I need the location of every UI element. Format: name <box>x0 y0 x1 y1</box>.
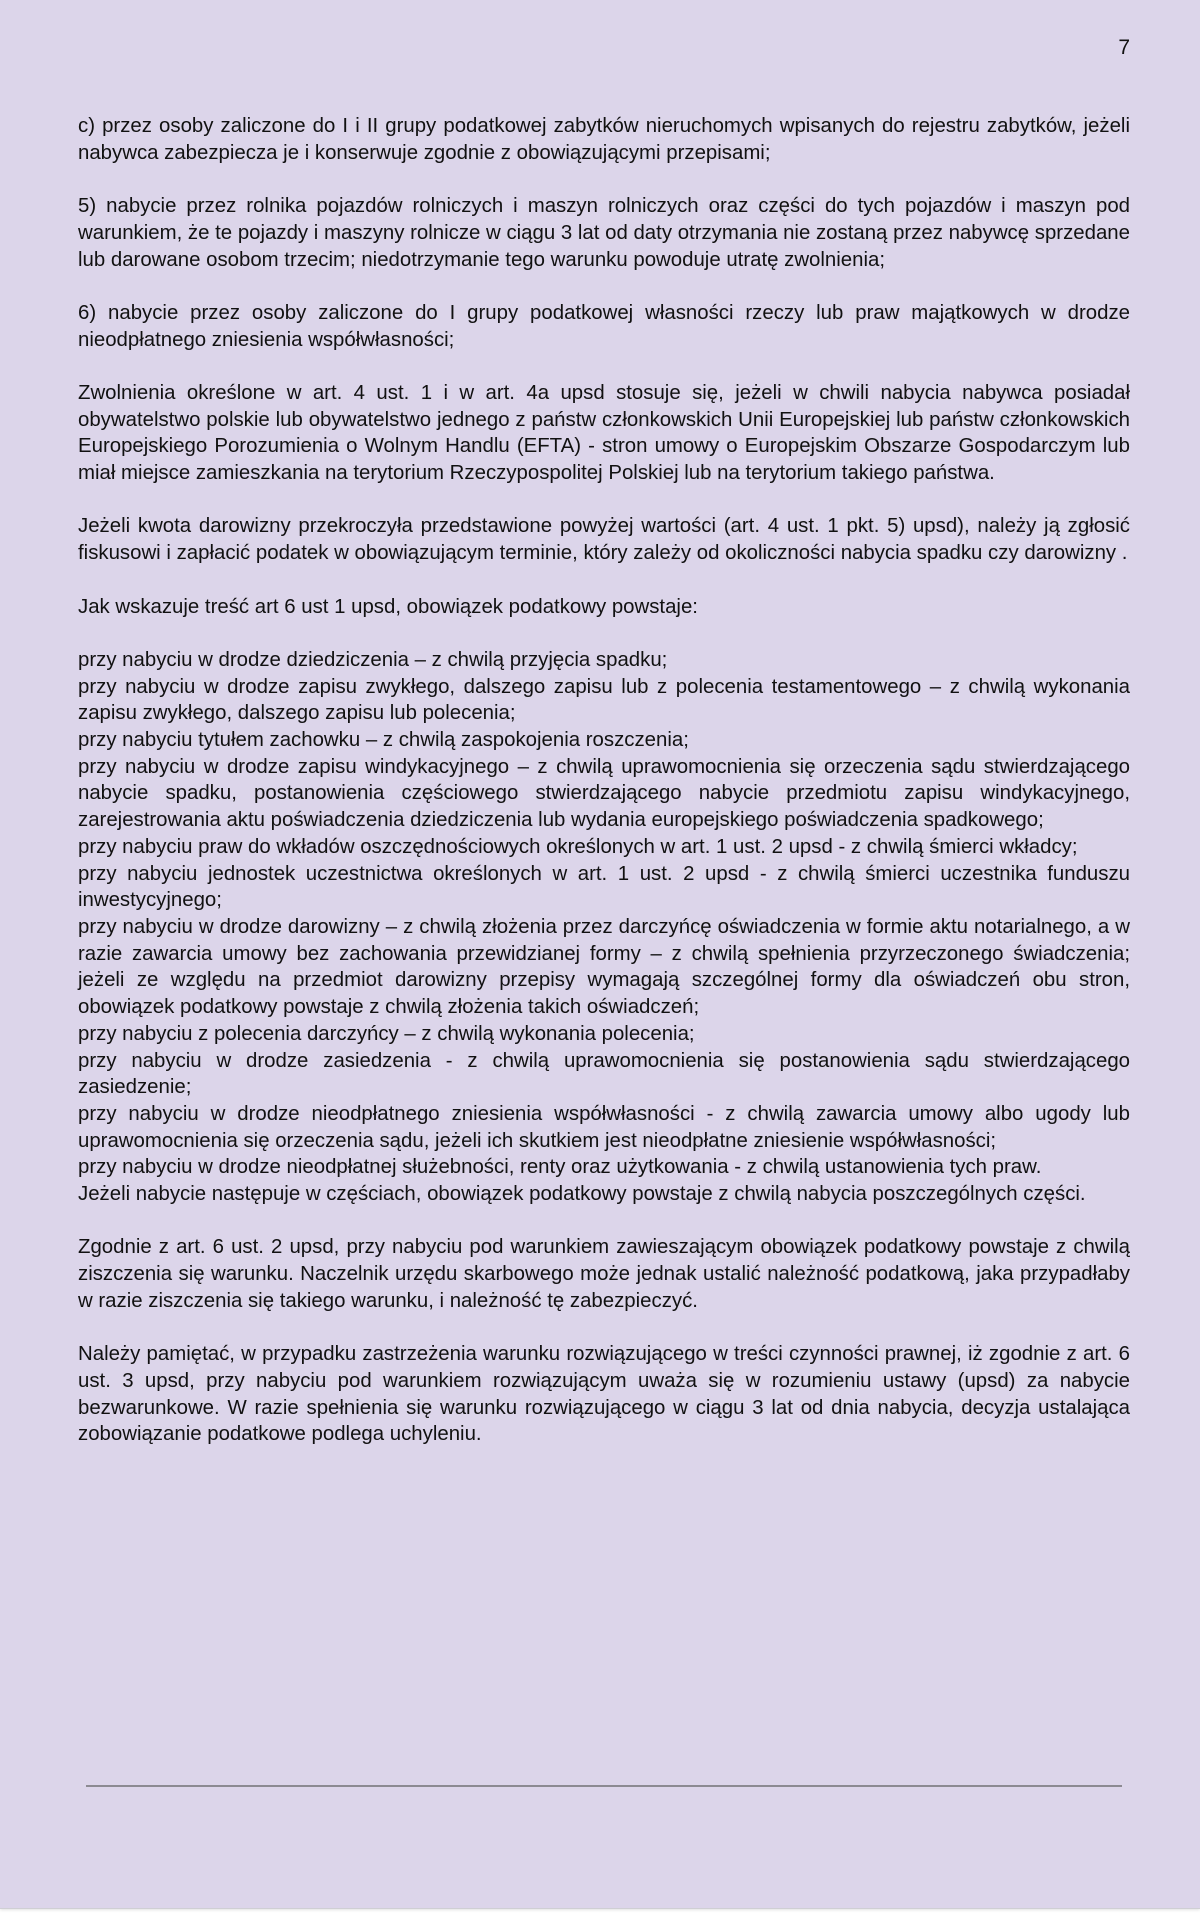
paragraph-gap <box>78 620 1130 647</box>
paragraph-gap <box>78 487 1130 514</box>
list-item: przy nabyciu w drodze zapisu windykacyjnego – z chwilą uprawomocnienia się orzeczenia sądu stwierdzającego nabycie spadku, postanowienia częściowego stwierdzającego nabycie przedmiotu zapisu windykacyjnego, zarejestrowania aktu poświadczenia dziedziczenia lub wydania europejskiego poświadczenia spadkowego; <box>78 755 1130 832</box>
page-number: 7 <box>1118 36 1130 59</box>
footer-divider <box>86 1785 1122 1787</box>
paragraph-gap <box>78 1208 1130 1235</box>
list-item: przy nabyciu jednostek uczestnictwa określonych w art. 1 ust. 2 upsd - z chwilą śmierci uczestnika funduszu inwestycyjnego; <box>78 862 1130 912</box>
list-item: przy nabyciu w drodze nieodpłatnej służebności, renty oraz użytkowania - z chwilą ustanowienia tych praw. <box>78 1156 1042 1179</box>
paragraph-exemption-conditions: Zwolnienia określone w art. 4 ust. 1 i w art. 4a upsd stosuje się, jeżeli w chwili nabycia nabywca posiadał obywatelstwo polskie lub obywatelstwo jednego z państw członkowskich Unii Europejskiej lub państw członkowskich Europejskiego Porozumienia o Wolnym Handlu (EFTA) - stron umowy o Europejskim Obszarze Gospodarczym lub miał miejsce zamieszkania na terytorium Rzeczypospolitej Polskiej lub na terytorium takiego państwa. <box>78 381 1130 485</box>
paragraph-gap <box>78 353 1130 380</box>
paragraph-resolutive-condition: Należy pamiętać, w przypadku zastrzeżenia warunku rozwiązującego w treści czynności prawnej, iż zgodnie z art. 6 ust. 3 upsd, przy nabyciu pod warunkiem rozwiązującym uważa się w rozumieniu ustawy (upsd) za nabycie bezwarunkowe. W razie spełnienia się warunku rozwiązującego w ciągu 3 lat od dnia nabycia, decyzja ustalająca zobowiązanie podatkowe podlega uchyleniu. <box>78 1343 1130 1446</box>
list-item: przy nabyciu praw do wkładów oszczędnościowych określonych w art. 1 ust. 2 upsd - z chwilą śmierci wkładcy; <box>78 835 1078 858</box>
page-body <box>78 113 1130 1448</box>
list-item: przy nabyciu w drodze zapisu zwykłego, dalszego zapisu lub z polecenia testamentowego – z chwilą wykonania zapisu zwykłego, dalszego zapisu lub polecenia; <box>78 675 1130 725</box>
list-item: przy nabyciu w drodze dziedziczenia – z chwilą przyjęcia spadku; <box>78 648 668 671</box>
paragraph-donation-limit: Jeżeli kwota darowizny przekroczyła przedstawione powyżej wartości (art. 4 ust. 1 pkt. 5) upsd), należy ją zgłosić fiskusowi i zapłacić podatek w obowiązującym terminie, który zależy od okoliczności nabycia spadku czy darowizny . <box>78 515 1130 565</box>
list-item: przy nabyciu w drodze zasiedzenia - z chwilą uprawomocnienia się postanowienia sądu stwierdzającego zasiedzenie; <box>78 1049 1130 1099</box>
paragraph-gap <box>78 166 1130 193</box>
paragraph-gap <box>78 1315 1130 1342</box>
paragraph-gap <box>78 273 1130 300</box>
paragraph-obligation-intro: Jak wskazuje treść art 6 ust 1 upsd, obowiązek podatkowy powstaje: <box>78 595 698 618</box>
paragraph-zabytki: c) przez osoby zaliczone do I i II grupy podatkowej zabytków nieruchomych wpisanych do rejestru zabytków, jeżeli nabywca zabezpiecza je i konserwuje zgodnie z obowiązującymi przepisami; <box>78 115 1130 164</box>
list-item: przy nabyciu z polecenia darczyńcy – z chwilą wykonania polecenia; <box>78 1022 695 1045</box>
list-item: Jeżeli nabycie następuje w częściach, obowiązek podatkowy powstaje z chwilą nabycia poszczególnych części. <box>78 1183 1086 1206</box>
paragraph-gap <box>78 567 1130 594</box>
list-item: przy nabyciu w drodze nieodpłatnego zniesienia współwłasności - z chwilą zawarcia umowy albo ugody lub uprawomocnienia się orzeczenia sądu, jeżeli ich skutkiem jest nieodpłatne zniesienie współwłasności; <box>78 1102 1130 1152</box>
paragraph-point-6: 6) nabycie przez osoby zaliczone do I grupy podatkowej własności rzeczy lub praw majątkowych w drodze nieodpłatnego zniesienia współwłasności; <box>78 301 1130 351</box>
paragraph-suspensive-condition: Zgodnie z art. 6 ust. 2 upsd, przy nabyciu pod warunkiem zawieszającym obowiązek podatkowy powstaje z chwilą ziszczenia się warunku. Naczelnik urzędu skarbowego może jednak ustalić należność podatkową, jaka przypadłaby w razie ziszczenia się takiego warunku, i należność tę zabezpieczyć. <box>78 1236 1130 1312</box>
list-item: przy nabyciu w drodze darowizny – z chwilą złożenia przez darczyńcę oświadczenia w formie aktu notarialnego, a w razie zawarcia umowy bez zachowania przewidzianej formy – z chwilą spełnienia przyrzeczonego świadczenia; jeżeli ze względu na przedmiot darowizny przepisy wymagają szczególnej formy dla oświadczeń obu stron, obowiązek podatkowy powstaje z chwilą złożenia takich oświadczeń; <box>78 916 1130 1019</box>
list-item: przy nabyciu tytułem zachowku – z chwilą zaspokojenia roszczenia; <box>78 729 689 752</box>
obligation-list <box>78 647 1130 1208</box>
paragraph-point-5: 5) nabycie przez rolnika pojazdów rolniczych i maszyn rolniczych oraz części do tych pojazdów i maszyn pod warunkiem, że te pojazdy i maszyny rolnicze w ciągu 3 lat od daty otrzymania nie zostaną przez nabywcę sprzedane lub darowane osobom trzecim; niedotrzymanie tego warunku powoduje utratę zwolnienia; <box>78 195 1130 271</box>
